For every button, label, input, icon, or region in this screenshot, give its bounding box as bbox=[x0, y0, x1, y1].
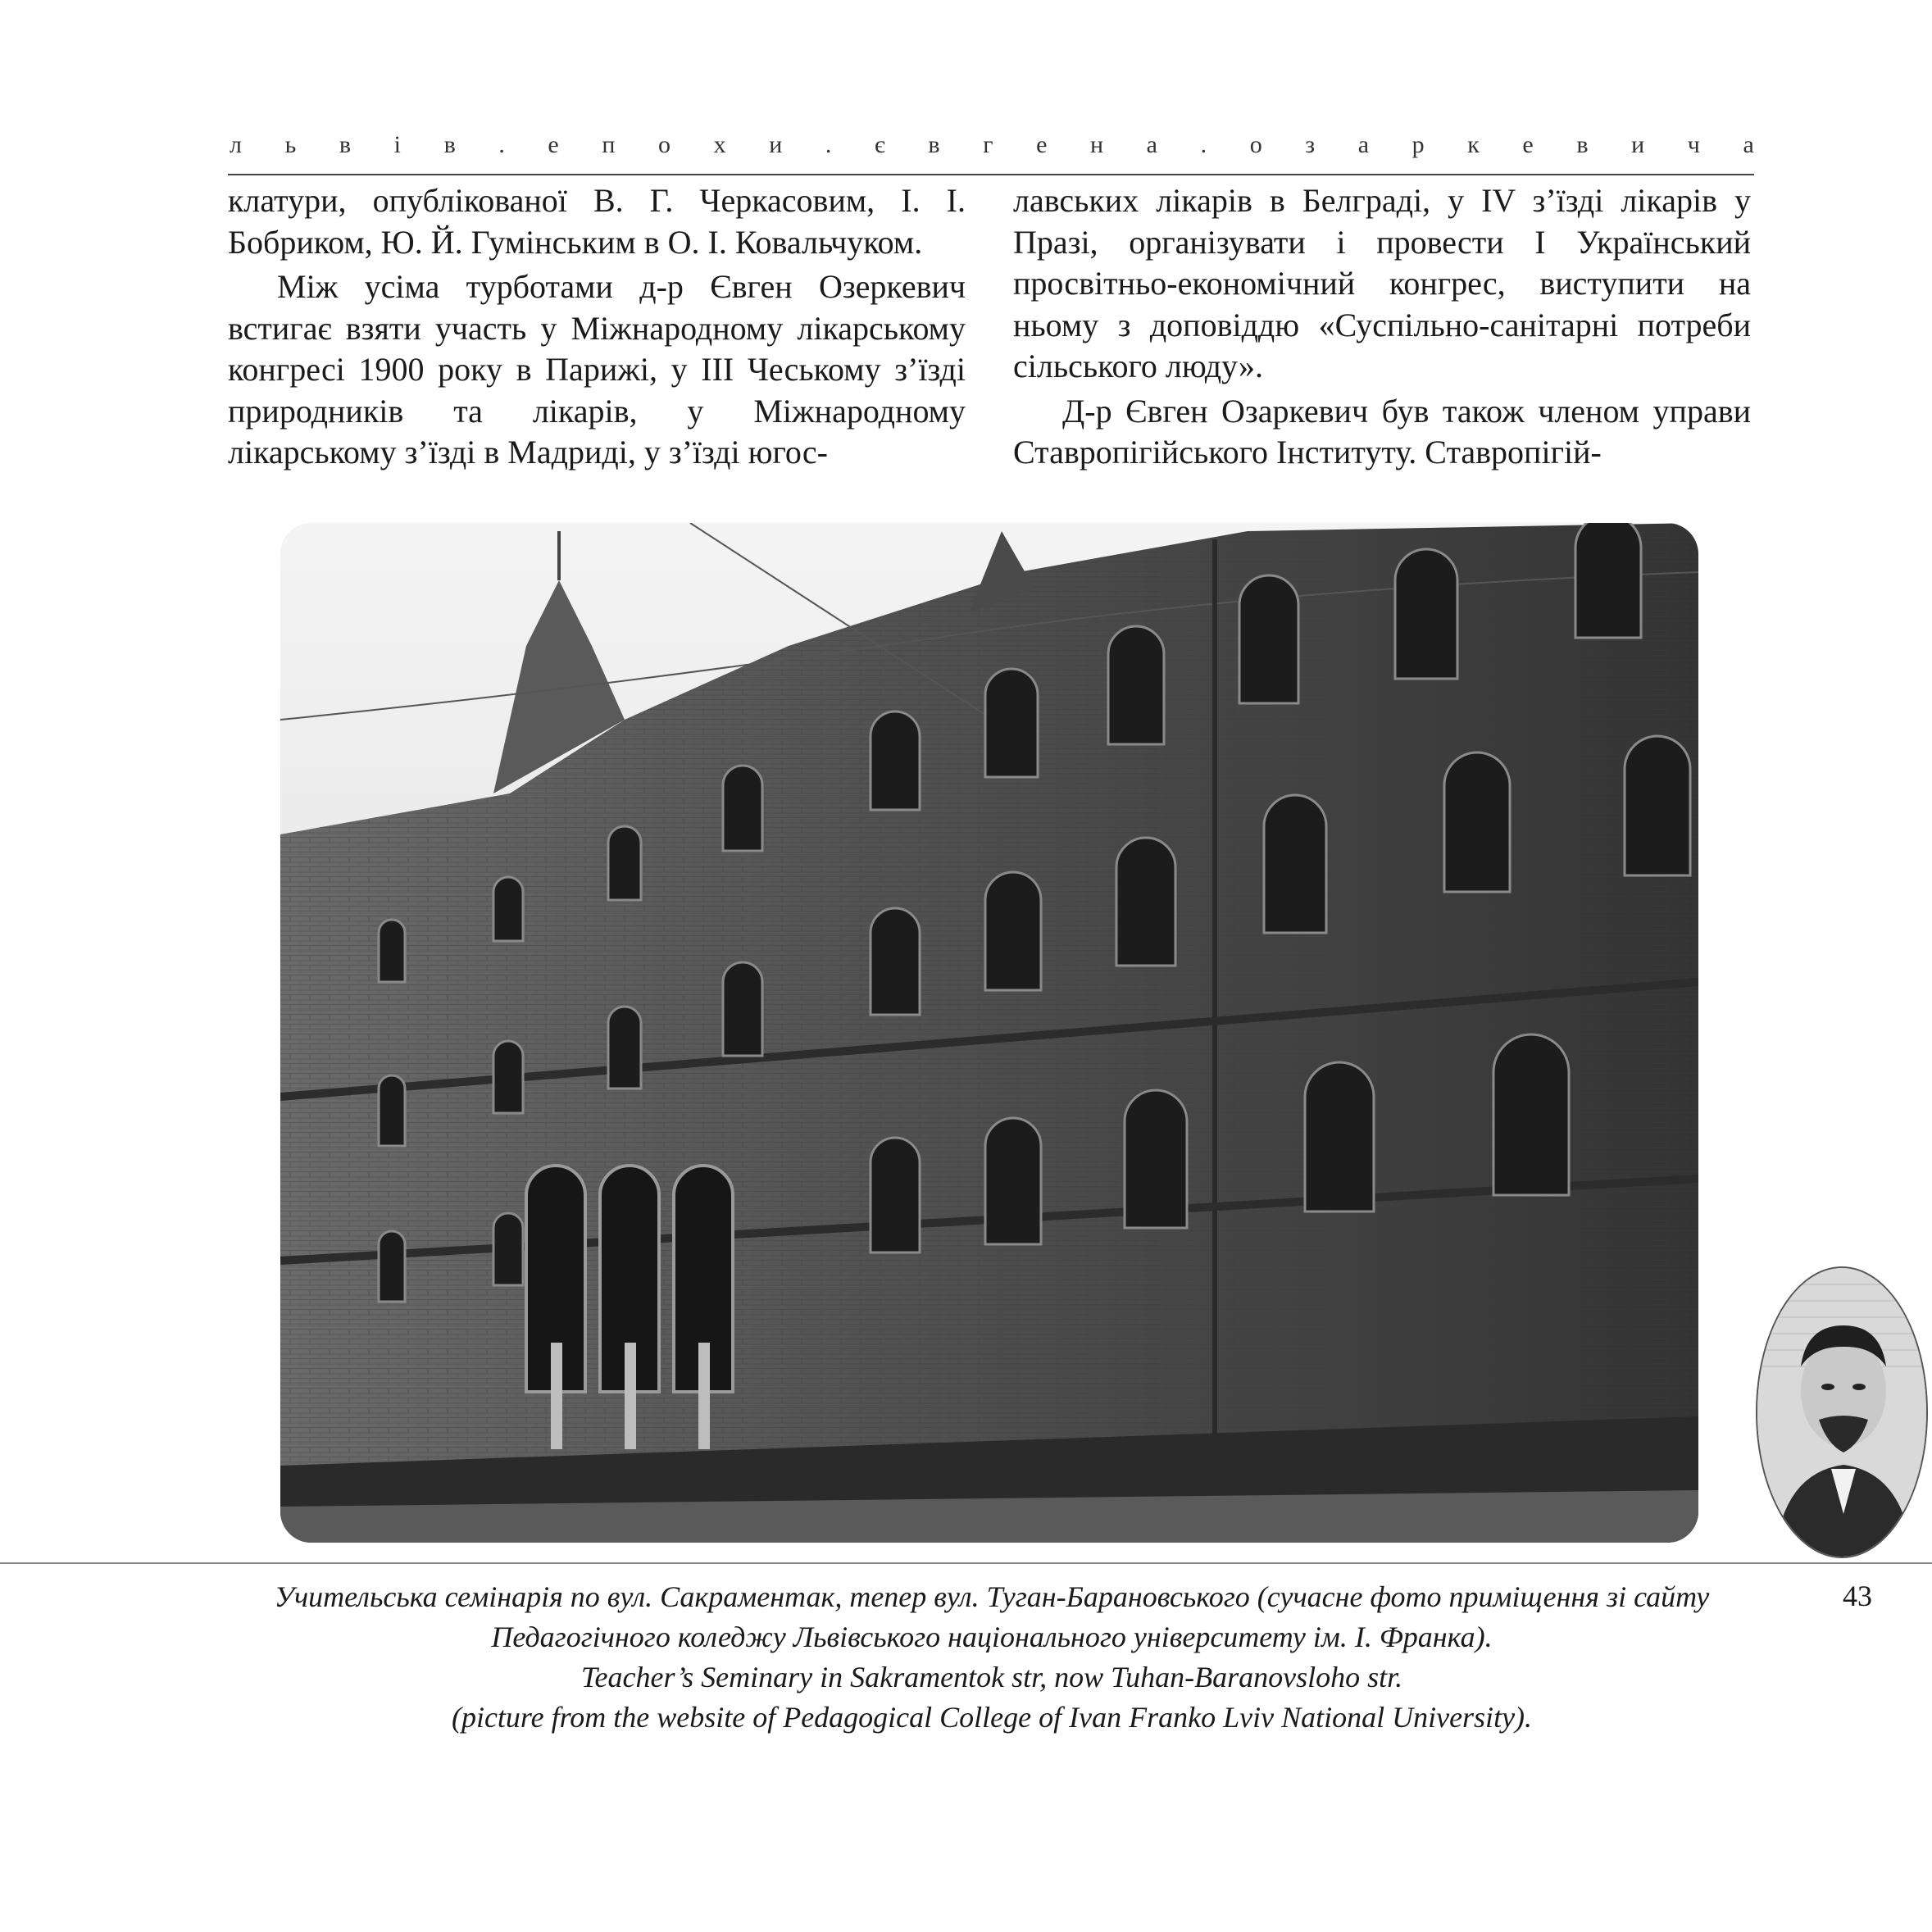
running-head-letter: х bbox=[713, 131, 726, 158]
right-paragraph-2: Д-р Євген Озаркевич був також членом управи Ставропігійського Інституту. Ставропігій- bbox=[1013, 392, 1751, 470]
running-head-letter: з bbox=[1305, 131, 1316, 158]
running-head-letter: п bbox=[602, 131, 616, 158]
running-head-letter: в bbox=[928, 131, 940, 158]
running-head-letter: . bbox=[498, 131, 505, 158]
page-number: 43 bbox=[1843, 1580, 1872, 1612]
left-text-column bbox=[228, 180, 966, 474]
running-head-letter: є bbox=[874, 131, 885, 158]
running-head-letter: о bbox=[658, 131, 671, 158]
running-head-letter: ч bbox=[1687, 131, 1700, 158]
running-head-letter: р bbox=[1411, 131, 1425, 158]
running-head-letter: к bbox=[1467, 131, 1480, 158]
right-text-column bbox=[1013, 180, 1751, 474]
caption-line-1: Учительська семінарія по вул. Сакраментак, тепер вул. Туган-Барановського (сучасне фото приміщення зі сайту bbox=[274, 1580, 1710, 1613]
caption-rule bbox=[0, 1562, 1932, 1564]
running-head-letter: а bbox=[1357, 131, 1370, 158]
portrait-oval bbox=[1756, 1266, 1928, 1558]
building-photo-drawing bbox=[280, 523, 1698, 1543]
caption-line-2: Педагогічного коледжу Львівського національного університету ім. І. Франка). bbox=[491, 1621, 1493, 1653]
running-head-letter: н bbox=[1090, 131, 1104, 158]
running-head-letter: і bbox=[393, 131, 401, 158]
portrait-drawing bbox=[1757, 1268, 1928, 1558]
running-head-letter: л bbox=[230, 131, 242, 158]
running-head-letter: в bbox=[339, 131, 352, 158]
left-paragraph-1: клатури, опублікованої В. Г. Черкасовим, І. І. Бобриком, Ю. Й. Гумінським в О. І. Ковальчуком. bbox=[228, 182, 966, 261]
caption-line-4: (picture from the website of Pedagogical College of Ivan Franko Lviv National University). bbox=[451, 1701, 1533, 1734]
running-head-letter: е bbox=[1522, 131, 1534, 158]
building-photo bbox=[280, 523, 1698, 1543]
running-head-letter: е bbox=[1036, 131, 1048, 158]
running-head-letter: . bbox=[1200, 131, 1207, 158]
running-head-letter: г bbox=[983, 131, 993, 158]
running-head-letter: и bbox=[1631, 131, 1645, 158]
running-head bbox=[230, 131, 1754, 159]
running-head-letter: . bbox=[825, 131, 832, 158]
running-head-letter: в bbox=[443, 131, 456, 158]
header-rule bbox=[228, 174, 1754, 175]
running-head-letter: а bbox=[1743, 131, 1754, 158]
photo-caption bbox=[213, 1577, 1771, 1738]
running-head-letter: а bbox=[1146, 131, 1157, 158]
caption-line-3: Teacher’s Seminary in Sakramentok str, now Tuhan-Baranovsloho str. bbox=[580, 1661, 1403, 1693]
running-head-letter: о bbox=[1249, 131, 1262, 158]
running-head-letter: и bbox=[769, 131, 783, 158]
running-head-letter: ь bbox=[284, 131, 297, 158]
right-paragraph-1: лавських лікарів в Белграді, у IV з’їзді лікарів у Празі, організувати і провести І Український просвітньо-економічний конгрес, виступити на ньому з доповіддю «Суспільно-санітарні потреби сільського люду». bbox=[1013, 182, 1751, 384]
running-head-letter: в bbox=[1576, 131, 1589, 158]
left-paragraph-2: Між усіма турботами д-р Євген Озеркевич встигає взяти участь у Міжнародному лікарському конгресі 1900 року в Парижі, у ІІІ Чеському з’їзді природників та лікарів, у Міжнародному лікарському з’їзді в Мадриді, у з’їзді югос- bbox=[228, 268, 966, 470]
running-head-letter: е bbox=[548, 131, 559, 158]
